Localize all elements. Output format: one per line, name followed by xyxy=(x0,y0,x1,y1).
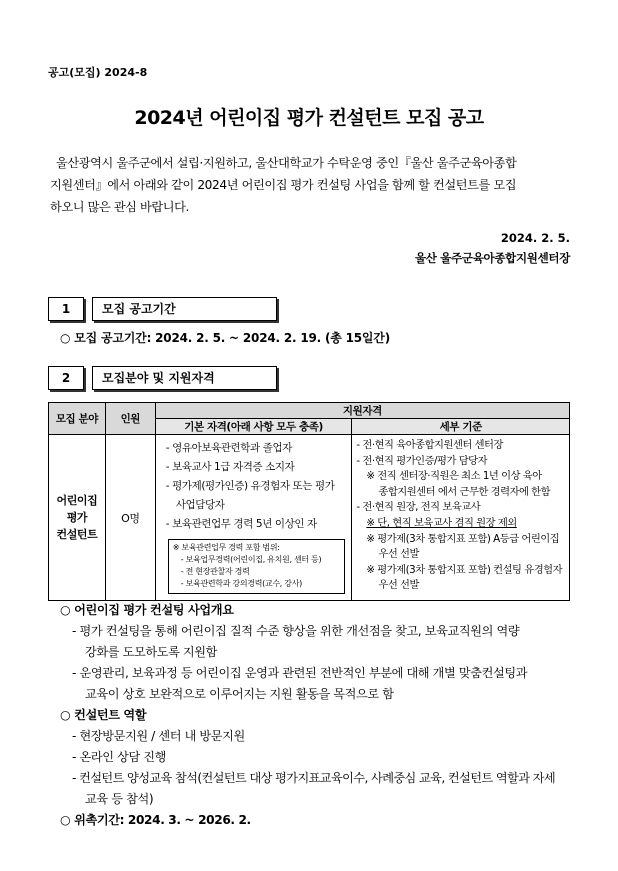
detail-item: - 전·현직 평가인증/평가 담당자 xyxy=(356,454,488,467)
detail-item: 종합지원센터 에서 근무한 경력자에 한함 xyxy=(378,485,551,498)
note-line: - 전 현장관찰자 경력 xyxy=(180,567,250,576)
count-cell: O명 xyxy=(105,435,155,601)
overview-item: - 운영관리, 보육과정 등 어린이집 운영과 관련된 전반적인 부분에 대해 개별 맞춤컨설팅과 xyxy=(72,666,528,680)
section1-title: 모집 공고기간 xyxy=(92,297,277,321)
intro-line: 하오니 많은 관심 바랍니다. xyxy=(50,200,190,214)
role-item: - 컨설턴트 양성교육 참석(컨설턴트 대상 평가지표교육이수, 사례중심 교육, 컨설턴트 역할과 자세 xyxy=(72,771,555,785)
intro-line: 지원센터』에서 아래와 같이 2024년 어린이집 평가 컨설팅 사업을 함께 할 컨설턴트를 모집 xyxy=(50,178,517,192)
field-line: 컨설턴트 xyxy=(56,528,98,541)
intro-line: 울산광역시 울주군에서 설립·지원하고, 울산대학교가 수탁운영 중인『울산 울주군육아종합 xyxy=(56,156,517,170)
note-line: - 보육관련학과 강의경력(교수, 강사) xyxy=(180,579,302,588)
role-heading: ○ 컨설턴트 역할 xyxy=(60,708,147,722)
overview-item: - 평가 컨설팅을 통해 어린이집 질적 수준 향상을 위한 개선점을 찾고, 보육교직원의 역량 xyxy=(72,624,520,638)
section2-title: 모집분야 및 지원자격 xyxy=(92,366,277,390)
detail-criteria-cell xyxy=(352,435,570,601)
appointment-term: ○ 위촉기간: 2024. 3. ~ 2026. 2. xyxy=(60,813,251,827)
overview-item: 강화를 도모하도록 지원함 xyxy=(85,645,218,659)
detail-item: 우선 선발 xyxy=(378,579,419,592)
page-title: 2024년 어린이집 평가 컨설턴트 모집 공고 xyxy=(134,107,484,129)
header-field: 모집 분야 xyxy=(49,403,106,435)
basic-item: - 보육교사 1급 자격증 소지자 xyxy=(165,461,295,473)
overview-section xyxy=(60,600,576,831)
recruit-period: ○ 모집 공고기간: 2024. 2. 5. ~ 2024. 2. 19. (총 15일간) xyxy=(60,331,390,345)
role-item: 교육 등 참석) xyxy=(85,792,154,806)
overview-heading: ○ 어린이집 평가 컨설팅 사업개요 xyxy=(60,603,234,617)
header-qualification: 지원자격 xyxy=(155,403,569,419)
basic-item: 사업담당자 xyxy=(175,499,225,511)
detail-item: ※ 전직 센터장·직원은 최소 1년 이상 육아 xyxy=(366,470,542,483)
basic-item: - 영유아보육관련학과 졸업자 xyxy=(165,442,292,454)
field-line: 평가 xyxy=(66,511,88,524)
section1-number: 1 xyxy=(48,297,84,321)
intro-paragraph xyxy=(50,152,578,218)
header-basic: 기본 자격(아래 사항 모두 충족) xyxy=(155,419,352,435)
note-line: ※ 보육관련업무 경력 포함 범위: xyxy=(172,543,280,552)
career-note-box xyxy=(168,539,346,594)
basic-item: - 보육관련업무 경력 5년 이상인 자 xyxy=(165,518,317,530)
field-cell xyxy=(49,435,106,601)
section2-number: 2 xyxy=(48,366,84,390)
header-detail: 세부 기준 xyxy=(352,419,570,435)
overview-item: 교육이 상호 보완적으로 이루어지는 지원 활동을 목적으로 함 xyxy=(85,687,394,701)
organization-name: 울산 울주군육아종합지원센터장 xyxy=(414,251,570,265)
notice-number: 공고(모집) 2024-8 xyxy=(48,66,148,79)
detail-item: ※ 단, 현직 보육교사 겸직 원장 제외 xyxy=(366,516,517,529)
qualification-table xyxy=(48,402,570,601)
note-line: - 보육업무경력(어린이집, 유치원, 센터 등) xyxy=(180,555,322,564)
role-item: - 온라인 상담 진행 xyxy=(72,750,167,764)
detail-item: - 전·현직 육아종합지원센터 센터장 xyxy=(356,439,503,451)
detail-item: ※ 평가제(3차 통합지표 포함) 컨설팅 유경험자 xyxy=(366,563,563,576)
basic-item: - 평가제(평가인증) 유경험자 또는 평가 xyxy=(165,480,335,492)
field-line: 어린이집 xyxy=(56,494,98,507)
role-item: - 현장방문지원 / 센터 내 방문지원 xyxy=(72,729,245,743)
detail-item: 우선 선발 xyxy=(378,548,419,561)
detail-item: - 전·현직 원장, 전직 보육교사 xyxy=(356,501,481,514)
header-count: 인원 xyxy=(105,403,155,435)
detail-item: ※ 평가제(3차 통합지표 포함) A등급 어린이집 xyxy=(366,532,560,545)
basic-qualification-cell xyxy=(155,435,352,601)
notice-date: 2024. 2. 5. xyxy=(500,231,570,245)
